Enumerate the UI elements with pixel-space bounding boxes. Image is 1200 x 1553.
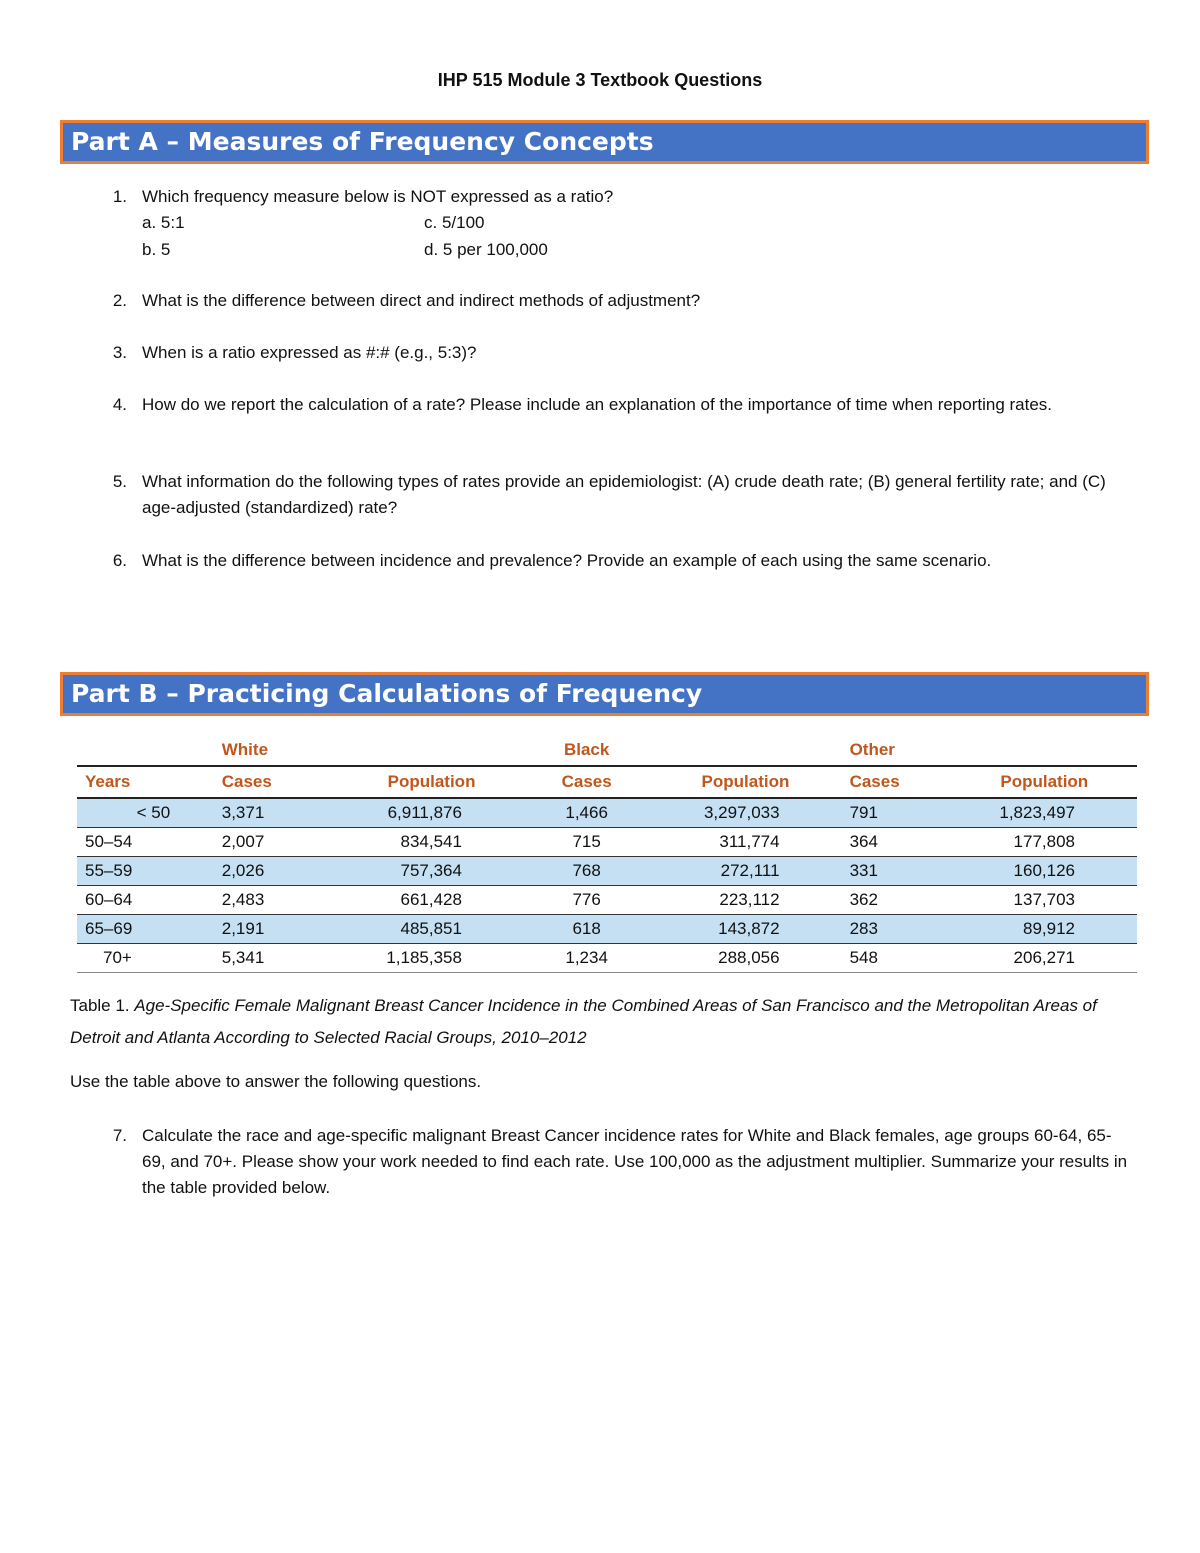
table-cell: 364 — [850, 828, 952, 857]
table-cell: 5,341 — [222, 944, 331, 973]
table-cell: 776 — [532, 886, 641, 915]
table-cell: 223,112 — [641, 886, 849, 915]
table-cell: 2,007 — [222, 828, 331, 857]
column-header: Cases — [532, 766, 641, 798]
table-row — [77, 857, 1137, 886]
table-cell: 715 — [532, 828, 641, 857]
table-cell: 768 — [532, 857, 641, 886]
question-number: 3. — [112, 343, 127, 362]
table-cell: 55–59 — [77, 857, 222, 886]
table-cell: 2,483 — [222, 886, 331, 915]
caption-text: Age-Specific Female Malignant Breast Cancer Incidence in the Combined Areas of San Francisco and the Metropolitan Areas of Detroit and Atlanta According to Selected Racial Groups, 2010–2012 — [70, 996, 1097, 1047]
table-cell: 288,056 — [641, 944, 849, 973]
incidence-table — [77, 735, 1137, 973]
option-a: a. 5:1 — [142, 213, 185, 232]
question-text: What is the difference between direct and indirect methods of adjustment? — [142, 291, 701, 310]
column-header: Cases — [850, 766, 952, 798]
table-group-header — [77, 735, 1137, 766]
table-cell: 1,185,358 — [331, 944, 532, 973]
option-b: b. 5 — [142, 240, 171, 259]
table-cell: 283 — [850, 915, 952, 944]
group-other: Other — [849, 740, 895, 759]
table-cell: 485,851 — [331, 915, 532, 944]
question-1 — [105, 184, 1135, 210]
table-cell: 3,297,033 — [641, 798, 849, 828]
question-text: Which frequency measure below is NOT expressed as a ratio? — [142, 187, 614, 206]
table-cell: 177,808 — [952, 828, 1137, 857]
question-6 — [105, 548, 1135, 574]
table-cell: 89,912 — [952, 915, 1137, 944]
table-cell: 65–69 — [77, 915, 222, 944]
column-header: Population — [641, 766, 849, 798]
table-cell: 137,703 — [952, 886, 1137, 915]
data-table — [77, 735, 1137, 973]
table-cell: 757,364 — [331, 857, 532, 886]
table-cell: 311,774 — [641, 828, 849, 857]
table-cell: 6,911,876 — [331, 798, 532, 828]
question-text: When is a ratio expressed as #:# (e.g., 5:3)? — [142, 343, 477, 362]
question-number: 7. — [112, 1126, 127, 1145]
option-c: c. 5/100 — [424, 213, 485, 232]
table-row — [77, 886, 1137, 915]
table-cell: 834,541 — [331, 828, 532, 857]
question-5 — [105, 469, 1135, 521]
question-4 — [105, 392, 1135, 418]
table-cell: 791 — [850, 798, 952, 828]
question-7 — [105, 1123, 1135, 1201]
part-a-heading: Part A – Measures of Frequency Concepts — [60, 120, 1149, 164]
table-cell: 272,111 — [641, 857, 849, 886]
part-b-heading: Part B – Practicing Calculations of Frequency — [60, 672, 1149, 716]
table-cell: 1,823,497 — [952, 798, 1137, 828]
table-cell: 2,026 — [222, 857, 331, 886]
table-cell: 60–64 — [77, 886, 222, 915]
question-number: 1. — [112, 187, 127, 206]
instructions: Use the table above to answer the following questions. — [70, 1072, 482, 1091]
question-text: What information do the following types of rates provide an epidemiologist: (A) crude death rate; (B) general fertility rate; and (C) age-adjusted (standardized) rate? — [142, 472, 1106, 517]
option-d: d. 5 per 100,000 — [424, 240, 548, 259]
column-header: Population — [331, 766, 532, 798]
table-row — [77, 915, 1137, 944]
caption-label: Table 1. — [70, 996, 130, 1015]
question-2 — [105, 288, 1135, 314]
question-number: 6. — [112, 551, 127, 570]
question-number: 5. — [112, 472, 127, 491]
table-cell: 362 — [850, 886, 952, 915]
table-header — [77, 766, 1137, 798]
table-row — [77, 828, 1137, 857]
table-cell: 661,428 — [331, 886, 532, 915]
table-cell: 618 — [532, 915, 641, 944]
table-cell: 143,872 — [641, 915, 849, 944]
question-text: Calculate the race and age-specific malignant Breast Cancer incidence rates for White and Black females, age groups 60-64, 65-69, and 70+. Please show your work needed to find each rate. Use 100,000 as the adjustment multiplier. Summarize your results in the table provided below. — [142, 1126, 1128, 1197]
table-cell: 331 — [850, 857, 952, 886]
table-row — [77, 944, 1137, 973]
table-cell: 2,191 — [222, 915, 331, 944]
table-cell: 1,466 — [532, 798, 641, 828]
table-cell: < 50 — [77, 798, 222, 828]
group-white: White — [221, 740, 269, 759]
question-3 — [105, 340, 1135, 366]
document-title: IHP 515 Module 3 Textbook Questions — [437, 70, 763, 90]
question-number: 4. — [112, 395, 127, 414]
table-cell: 206,271 — [952, 944, 1137, 973]
question-text: What is the difference between incidence and prevalence? Provide an example of each using the same scenario. — [142, 551, 992, 570]
table-cell: 160,126 — [952, 857, 1137, 886]
table-cell: 548 — [850, 944, 952, 973]
question-number: 2. — [112, 291, 127, 310]
table-cell: 3,371 — [222, 798, 331, 828]
column-header: Years — [77, 766, 222, 798]
column-header: Population — [952, 766, 1137, 798]
column-header: Cases — [222, 766, 331, 798]
table-cell: 50–54 — [77, 828, 222, 857]
question-text: How do we report the calculation of a rate? Please include an explanation of the importance of time when reporting rates. — [142, 395, 1053, 414]
table-cell: 1,234 — [532, 944, 641, 973]
table-caption — [70, 990, 1135, 1054]
table-cell: 70+ — [77, 944, 222, 973]
table-row — [77, 798, 1137, 828]
group-black: Black — [563, 740, 610, 759]
